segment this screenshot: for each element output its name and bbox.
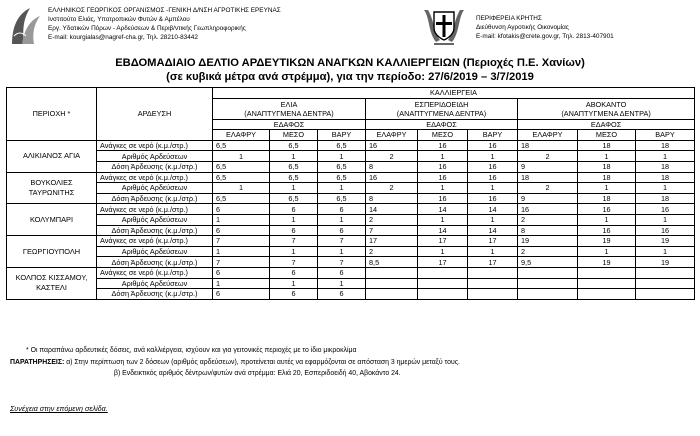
data-cell: 16 [366, 172, 418, 183]
data-cell: 7 [213, 236, 270, 247]
data-cell: 6 [213, 267, 270, 278]
data-cell: 6 [318, 204, 366, 215]
data-cell [468, 267, 518, 278]
data-cell: 16 [468, 161, 518, 172]
data-cell: 17 [468, 257, 518, 268]
crop-name: ΕΛΙΑ [280, 99, 298, 109]
data-cell: 9 [518, 193, 578, 204]
data-cell: 14 [468, 225, 518, 236]
data-cell: 6 [270, 225, 318, 236]
data-cell [418, 278, 468, 289]
soil-type-header: ΜΕΣΟ [578, 130, 636, 141]
data-cell [578, 289, 636, 300]
row-label: Δόση Άρδευσης (κ.μ./στρ.) [97, 225, 213, 236]
soil-type-header: ΜΕΣΟ [270, 130, 318, 141]
region-name: ΒΟΥΚΟΛΙΕΣ ΤΑΥΡΩΝΙΤΗΣ [7, 172, 97, 204]
data-cell: 19 [518, 236, 578, 247]
data-cell: 1 [318, 183, 366, 194]
row-label: Δόση Άρδευσης (κ.μ./στρ.) [97, 257, 213, 268]
data-cell: 14 [418, 204, 468, 215]
data-cell: 16 [468, 172, 518, 183]
soil-type-header: ΜΕΣΟ [418, 130, 468, 141]
data-cell: 16 [636, 204, 695, 215]
header-right-line-3: E-mail: kfotakis@crete.gov.gr, Τηλ. 2813-407901 [476, 33, 614, 40]
data-cell: 14 [366, 204, 418, 215]
elgo-demeter-logo-icon [8, 6, 42, 46]
crop-name: ΕΣΠΕΡΙΔΟΕΙΔΗ [414, 99, 469, 109]
data-cell: 16 [468, 193, 518, 204]
data-cell: 1 [578, 246, 636, 257]
data-cell: 6 [213, 225, 270, 236]
row-label: Αριθμός Αρδεύσεων [97, 151, 213, 162]
data-cell: 6,5 [213, 161, 270, 172]
row-label: Ανάγκες σε νερό (κ.μ./στρ.) [97, 172, 213, 183]
row-label: Αριθμός Αρδεύσεων [97, 246, 213, 257]
data-cell: 6 [213, 204, 270, 215]
data-cell: 18 [636, 193, 695, 204]
remark-a: α) Στην περίπτωση των 2 δόσεων (αριθμός αρδεύσεων), προτείνεται αυτές να εφαρμόζονται σε απόσταση 3 ημερών μεταξύ τους. [66, 358, 460, 366]
data-cell: 16 [418, 140, 468, 151]
soil-type-header: ΒΑΡΥ [468, 130, 518, 141]
notes [10, 345, 460, 380]
data-cell: 6,5 [318, 172, 366, 183]
header-left [8, 4, 338, 52]
data-cell: 18 [578, 161, 636, 172]
data-cell: 16 [418, 161, 468, 172]
footnote: * Οι παραπάνω αρδευτικές δόσεις, ανά καλλιέργεια, ισχύουν και για γειτονικές περιοχές με το ίδιο μικροκλίμα [26, 347, 357, 354]
data-cell: 1 [418, 183, 468, 194]
soil-type-header: ΒΑΡΥ [636, 130, 695, 141]
data-cell: 18 [578, 193, 636, 204]
data-cell: 1 [418, 214, 468, 225]
data-cell: 6,5 [213, 172, 270, 183]
data-cell: 1 [636, 214, 695, 225]
data-cell [468, 289, 518, 300]
data-cell [418, 267, 468, 278]
data-cell: 2 [366, 151, 418, 162]
row-label: Ανάγκες σε νερό (κ.μ./στρ.) [97, 140, 213, 151]
data-cell: 6,5 [270, 140, 318, 151]
data-cell: 1 [468, 183, 518, 194]
row-label: Αριθμός Αρδεύσεων [97, 214, 213, 225]
data-cell: 6,5 [318, 193, 366, 204]
continued-note: Συνέχεια στην επόμενη σελίδα. [10, 404, 108, 413]
data-cell: 17 [418, 236, 468, 247]
table-row [7, 289, 695, 300]
soil-type-header: ΕΛΑΦΡΥ [366, 130, 418, 141]
data-cell: 6,5 [270, 193, 318, 204]
data-cell [636, 289, 695, 300]
row-label: Δόση Άρδευσης (κ.μ./στρ.) [97, 193, 213, 204]
crop-header-olive [213, 98, 366, 119]
data-cell: 6,5 [270, 161, 318, 172]
data-cell: 1 [318, 278, 366, 289]
data-cell [518, 289, 578, 300]
row-label: Αριθμός Αρδεύσεων [97, 183, 213, 194]
data-cell: 1 [270, 183, 318, 194]
data-cell: 1 [578, 151, 636, 162]
data-cell: 7 [318, 236, 366, 247]
data-cell: 6,5 [213, 140, 270, 151]
region-name: ΑΛΙΚΙΑΝΟΣ ΑΓΙΑ [7, 140, 97, 172]
data-cell: 1 [418, 151, 468, 162]
data-cell [366, 267, 418, 278]
data-cell: 8 [366, 193, 418, 204]
row-label: Ανάγκες σε νερό (κ.μ./στρ.) [97, 204, 213, 215]
table-row [7, 161, 695, 172]
region-header: ΠΕΡΙΟΧΗ * [7, 88, 97, 141]
data-cell: 7 [270, 236, 318, 247]
table-row [7, 140, 695, 151]
data-cell [366, 278, 418, 289]
data-cell: 1 [270, 151, 318, 162]
data-cell: 8 [366, 161, 418, 172]
data-cell: 6 [270, 267, 318, 278]
data-cell [468, 278, 518, 289]
remark-b: β) Ενδεικτικός αριθμός δέντρων/φυτών ανά στρέμμα: Ελιά 20, Εσπεριδοειδή 40, Αβοκάντο 24. [114, 370, 401, 377]
header-right [420, 4, 700, 52]
header-right-line-1: ΠΕΡΙΦΕΡΕΙΑ ΚΡΗΤΗΣ [476, 15, 542, 22]
data-cell: 7 [366, 225, 418, 236]
data-cell [418, 289, 468, 300]
data-cell: 1 [318, 246, 366, 257]
data-cell: 18 [518, 172, 578, 183]
data-cell: 19 [578, 236, 636, 247]
data-cell: 1 [636, 151, 695, 162]
data-cell: 9,5 [518, 257, 578, 268]
data-cell [366, 289, 418, 300]
data-cell: 2 [518, 214, 578, 225]
data-cell: 16 [468, 140, 518, 151]
data-cell: 7 [318, 257, 366, 268]
data-cell: 1 [636, 183, 695, 194]
crops-header: ΚΑΛΛΙΕΡΓΕΙΑ [213, 88, 695, 99]
header-left-line-2: Ινστιτούτο Ελιάς, Υποτροπικών Φυτών & Αμπέλου [48, 16, 190, 23]
data-cell: 16 [636, 225, 695, 236]
data-cell: 17 [366, 236, 418, 247]
data-cell: 6,5 [318, 140, 366, 151]
data-cell: 1 [270, 278, 318, 289]
data-cell: 17 [418, 257, 468, 268]
soil-type-header: ΒΑΡΥ [318, 130, 366, 141]
data-cell: 7 [213, 257, 270, 268]
table-body [7, 140, 695, 299]
data-cell [578, 267, 636, 278]
data-cell [518, 278, 578, 289]
header-right-line-2: Διεύθυνση Αγροτικής Οικονομίας [476, 24, 569, 31]
data-cell: 18 [636, 172, 695, 183]
data-cell: 1 [318, 214, 366, 225]
data-cell: 7 [270, 257, 318, 268]
data-cell: 16 [418, 172, 468, 183]
region-name: ΓΕΩΡΓΙΟΥΠΟΛΗ [7, 236, 97, 268]
data-cell [578, 278, 636, 289]
soil-type-header: ΕΛΑΦΡΥ [518, 130, 578, 141]
data-cell: 16 [518, 204, 578, 215]
data-cell: 16 [578, 225, 636, 236]
table-row [7, 214, 695, 225]
document-title [0, 56, 700, 84]
data-cell: 1 [270, 214, 318, 225]
data-cell: 1 [468, 214, 518, 225]
data-cell: 19 [578, 257, 636, 268]
table-row [7, 267, 695, 278]
data-cell: 6 [213, 289, 270, 300]
table-row [7, 246, 695, 257]
soil-header: ΕΔΑΦΟΣ [518, 119, 695, 130]
data-cell: 6 [318, 225, 366, 236]
crop-sub: (ΑΝΑΠΤΥΓΜΕΝΑ ΔΕΝΤΡΑ) [244, 108, 334, 118]
data-cell: 1 [213, 183, 270, 194]
data-cell: 16 [366, 140, 418, 151]
data-cell: 16 [418, 193, 468, 204]
data-cell: 1 [318, 151, 366, 162]
title-line-1: ΕΒΔΟΜΑΔΙΑΙΟ ΔΕΛΤΙΟ ΑΡΔΕΥΤΙΚΩΝ ΑΝΑΓΚΩΝ ΚΑΛΛΙΕΡΓΕΙΩΝ (Περιοχές Π.Ε. Χανίων) [115, 57, 585, 69]
table-row [7, 183, 695, 194]
table-row [7, 204, 695, 215]
data-cell: 18 [636, 140, 695, 151]
data-cell: 6 [270, 204, 318, 215]
data-cell: 6,5 [270, 172, 318, 183]
data-cell: 19 [636, 236, 695, 247]
data-cell: 2 [518, 151, 578, 162]
crop-header-avocado [518, 98, 695, 119]
data-cell: 6,5 [318, 161, 366, 172]
data-cell: 16 [578, 204, 636, 215]
data-cell: 1 [213, 151, 270, 162]
data-cell: 6 [270, 289, 318, 300]
data-cell: 8 [518, 225, 578, 236]
data-cell: 1 [418, 246, 468, 257]
title-line-2: (σε κυβικά μέτρα ανά στρέμμα), για την περίοδο: 27/6/2019 – 3/7/2019 [166, 71, 534, 83]
remarks-label: ΠΑΡΑΤΗΡΗΣΕΙΣ: [10, 358, 65, 366]
data-cell: 19 [636, 257, 695, 268]
data-cell: 9 [518, 161, 578, 172]
header-left-line-3: Εργ. Υδατικών Πόρων - Αρδεύσεων & Περιβ/ντικής Γεωπληροφορικής [48, 25, 246, 32]
data-cell [636, 267, 695, 278]
data-cell: 2 [366, 246, 418, 257]
data-cell: 18 [518, 140, 578, 151]
data-cell: 1 [213, 246, 270, 257]
region-name: ΚΟΛΥΜΠΑΡΙ [7, 204, 97, 236]
crop-name: ΑΒΟΚΑΝΤΟ [585, 99, 627, 109]
greek-coat-of-arms-icon [420, 4, 468, 48]
data-cell [636, 278, 695, 289]
data-cell: 18 [578, 172, 636, 183]
crop-sub: (ΑΝΑΠΤΥΓΜΕΝΑ ΔΕΝΤΡΑ) [561, 108, 651, 118]
data-cell: 2 [518, 246, 578, 257]
data-cell: 1 [578, 214, 636, 225]
data-cell: 6 [318, 267, 366, 278]
crop-header-citrus [366, 98, 518, 119]
data-cell: 1 [270, 246, 318, 257]
region-name: ΚΟΛΠΟΣ ΚΙΣΣΑΜΟΥ, ΚΑΣΤΕΛΙ [7, 267, 97, 299]
table-row [7, 278, 695, 289]
data-cell [518, 267, 578, 278]
row-label: Αριθμός Αρδεύσεων [97, 278, 213, 289]
irrigation-table [6, 87, 695, 300]
remark-a-line [10, 357, 460, 369]
data-cell: 14 [468, 204, 518, 215]
data-cell: 1 [468, 151, 518, 162]
data-cell: 18 [636, 161, 695, 172]
data-cell: 2 [366, 183, 418, 194]
header-left-line-4: E-mail: kourgialas@nagref-cha.gr, Τηλ. 28210-83442 [48, 34, 198, 41]
data-cell: 2 [518, 183, 578, 194]
data-cell: 6 [318, 289, 366, 300]
row-label: Δόση Άρδευσης (κ.μ./στρ.) [97, 161, 213, 172]
soil-header: ΕΔΑΦΟΣ [366, 119, 518, 130]
table-row [7, 151, 695, 162]
table-row [7, 236, 695, 247]
irrigation-header: ΑΡΔΕΥΣΗ [97, 88, 213, 141]
row-label: Ανάγκες σε νερό (κ.μ./στρ.) [97, 236, 213, 247]
data-cell: 1 [468, 246, 518, 257]
row-label: Ανάγκες σε νερό (κ.μ./στρ.) [97, 267, 213, 278]
data-cell: 8,5 [366, 257, 418, 268]
table-row [7, 225, 695, 236]
data-cell: 1 [213, 214, 270, 225]
data-cell: 1 [578, 183, 636, 194]
soil-type-header: ΕΛΑΦΡΥ [213, 130, 270, 141]
data-cell: 6,5 [213, 193, 270, 204]
table-row [7, 257, 695, 268]
table-row [7, 172, 695, 183]
data-cell: 18 [578, 140, 636, 151]
header-left-line-1: ΕΛΛΗΝΙΚΟΣ ΓΕΩΡΓΙΚΟΣ ΟΡΓΑΝΙΣΜΟΣ -ΓΕΝΙΚΗ Δ/ΝΣΗ ΑΓΡΟΤΙΚΗΣ ΕΡΕΥΝΑΣ [48, 7, 281, 14]
row-label: Δόση Άρδευσης (κ.μ./στρ.) [97, 289, 213, 300]
data-cell: 14 [418, 225, 468, 236]
data-cell: 2 [366, 214, 418, 225]
crop-sub: (ΑΝΑΠΤΥΓΜΕΝΑ ΔΕΝΤΡΑ) [396, 108, 487, 118]
data-cell: 1 [636, 246, 695, 257]
soil-header: ΕΔΑΦΟΣ [213, 119, 366, 130]
table-row [7, 193, 695, 204]
data-cell: 17 [468, 236, 518, 247]
data-cell: 1 [213, 278, 270, 289]
